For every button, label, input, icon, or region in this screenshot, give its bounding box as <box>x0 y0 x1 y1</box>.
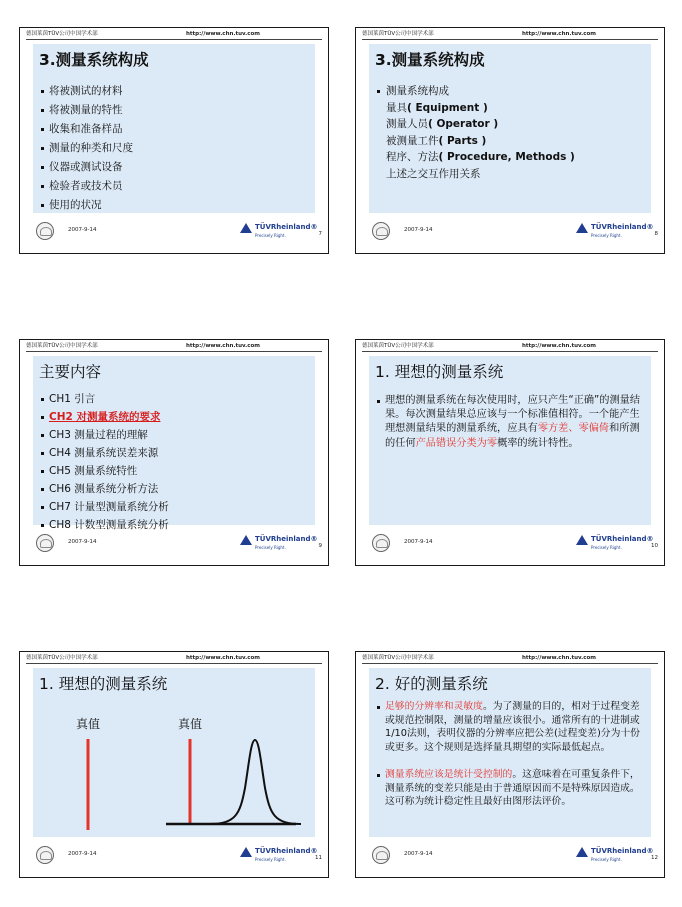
tuv-logo <box>240 533 318 553</box>
tuv-triangle-icon <box>576 223 588 233</box>
footer-date: 2007-9-14 <box>404 227 433 233</box>
highlight-text: 零方差、零偏倚 <box>537 423 610 435</box>
list-item <box>377 166 647 183</box>
item-en: ( Operator ) <box>428 118 499 130</box>
highlight-text: 产品错误分类为零 <box>415 437 498 449</box>
tuv-brand: TÜVRheinland® <box>255 847 318 855</box>
slide-footer <box>362 221 658 247</box>
page-number: 10 <box>651 543 658 549</box>
slide-9 <box>19 339 329 566</box>
highlight-text: 测量系统应该是统计受控制的 <box>385 769 513 780</box>
page-number: 9 <box>318 543 322 549</box>
slide-content <box>369 668 651 837</box>
slide-footer <box>26 533 322 559</box>
slide-header <box>26 30 322 39</box>
item-cn: 程序、方法 <box>386 151 439 163</box>
slide-content <box>33 356 315 531</box>
page-number: 12 <box>651 855 658 861</box>
slide-footer <box>26 845 322 871</box>
item-cn: 量具 <box>386 101 407 114</box>
slide-header <box>26 342 322 351</box>
body-paragraph <box>377 768 647 809</box>
list-item <box>377 133 647 150</box>
seal-logo-icon <box>36 222 54 240</box>
item-cn: 上述之交互作用关系 <box>386 167 481 180</box>
bullet-list <box>41 82 311 215</box>
header-org: 德国莱茵TÜV公司中国学术部 <box>26 343 98 349</box>
list-item <box>377 100 647 117</box>
seal-logo-icon <box>372 534 390 552</box>
slide-footer <box>26 221 322 247</box>
slide-content <box>369 356 651 525</box>
chapter-list <box>41 390 311 534</box>
tuv-logo <box>576 221 654 241</box>
seal-logo-icon <box>36 846 54 864</box>
seal-logo-icon <box>372 222 390 240</box>
header-url[interactable]: http://www.chn.tuv.com <box>522 31 597 37</box>
list-item[interactable]: CH3 测量过程的理解 <box>41 426 311 444</box>
list-item: 使用的状况 <box>41 196 311 215</box>
slide-7 <box>19 27 329 254</box>
footer-date: 2007-9-14 <box>68 539 97 545</box>
tuv-triangle-icon <box>240 223 252 233</box>
header-divider <box>362 351 658 352</box>
true-value-label-right: 真值 <box>178 717 203 731</box>
header-divider <box>26 351 322 352</box>
header-divider <box>362 663 658 664</box>
bullet-marker <box>377 706 380 709</box>
seal-logo-icon <box>372 846 390 864</box>
paragraph-text <box>377 394 647 451</box>
slide-footer <box>362 533 658 559</box>
slide-content <box>33 44 315 213</box>
item-cn: 被测量工件 <box>386 134 439 147</box>
text-run: 。为了测量的目的，相对于过程变差或规范控制限，测量的增量应该很小。通常所有的十进制或1/10法则，表明仪器的分辨率应把公差(过程变差)分为十份或更多。这个规则是选择量具期望的实际最低起点。 <box>385 701 640 753</box>
slide-title: 3.测量系统构成 <box>375 51 485 69</box>
list-item[interactable]: CH5 测量系统特性 <box>41 462 311 480</box>
seal-logo-icon <box>36 534 54 552</box>
list-item: 将被测试的材料 <box>41 82 311 101</box>
slide-footer <box>362 845 658 871</box>
header-divider <box>26 39 322 40</box>
item-en: ( Parts ) <box>438 134 487 147</box>
slide-header <box>26 654 322 663</box>
tuv-brand: TÜVRheinland® <box>255 223 318 231</box>
tuv-triangle-icon <box>576 847 588 857</box>
true-value-diagram <box>33 668 317 839</box>
page-number: 7 <box>318 231 322 237</box>
list-item-current[interactable]: CH2 对测量系统的要求 <box>41 408 311 426</box>
footer-date: 2007-9-14 <box>68 851 97 857</box>
text-run: 概率的统计特性。 <box>497 437 579 449</box>
footer-date: 2007-9-14 <box>404 851 433 857</box>
tuv-tagline: Precisely Right. <box>591 857 622 862</box>
tuv-tagline: Precisely Right. <box>255 545 286 550</box>
list-lead: 测量系统构成 <box>377 83 647 100</box>
tuv-tagline: Precisely Right. <box>591 233 622 238</box>
item-cn: 测量人员 <box>386 118 428 130</box>
header-org: 德国莱茵TÜV公司中国学术部 <box>362 655 434 661</box>
header-org: 德国莱茵TÜV公司中国学术部 <box>362 31 434 37</box>
header-url[interactable]: http://www.chn.tuv.com <box>522 655 597 661</box>
tuv-brand: TÜVRheinland® <box>591 223 654 231</box>
tuv-tagline: Precisely Right. <box>255 233 286 238</box>
bullet-marker <box>377 774 380 777</box>
slide-title: 1. 理想的测量系统 <box>375 363 504 381</box>
item-en: ( Procedure, Methods ) <box>438 151 575 163</box>
slide-title: 2. 好的测量系统 <box>375 675 488 693</box>
slide-header <box>362 342 658 351</box>
header-url[interactable]: http://www.chn.tuv.com <box>186 343 261 349</box>
tuv-logo <box>240 221 318 241</box>
list-item <box>377 149 647 166</box>
bullet-marker <box>377 400 380 403</box>
page-number: 8 <box>654 231 658 237</box>
tuv-logo <box>576 533 654 553</box>
list-item: 检验者或技术员 <box>41 177 311 196</box>
tuv-tagline: Precisely Right. <box>591 545 622 550</box>
text-run: 理想的测量系统在每次使用时，应只产生“正确”的测量结果。每次测量结果总应该与一个标准值相符。一个能产生理想测量结果的测量系统，应具有 <box>385 395 641 435</box>
slide-10 <box>355 339 665 566</box>
list-item <box>377 116 647 133</box>
header-url[interactable]: http://www.chn.tuv.com <box>186 655 261 661</box>
tuv-triangle-icon <box>576 535 588 545</box>
slide-12 <box>355 651 665 878</box>
list-item[interactable]: CH1 引言 <box>41 390 311 408</box>
tuv-triangle-icon <box>240 847 252 857</box>
tuv-brand: TÜVRheinland® <box>255 535 318 543</box>
tuv-tagline: Precisely Right. <box>255 857 286 862</box>
tuv-brand: TÜVRheinland® <box>591 847 654 855</box>
header-org: 德国莱茵TÜV公司中国学术部 <box>362 343 434 349</box>
list-item: 将被测量的特性 <box>41 101 311 120</box>
component-list <box>377 83 647 182</box>
list-item: 收集和准备样品 <box>41 120 311 139</box>
list-item[interactable]: CH4 测量系统误差来源 <box>41 444 311 462</box>
item-en: ( Equipment ) <box>407 101 488 114</box>
slide-content <box>369 44 651 213</box>
header-org: 德国莱茵TÜV公司中国学术部 <box>26 31 98 37</box>
tuv-brand: TÜVRheinland® <box>591 535 654 543</box>
body-paragraph <box>377 700 647 754</box>
true-value-label-left: 真值 <box>76 717 101 731</box>
header-divider <box>26 663 322 664</box>
header-org: 德国莱茵TÜV公司中国学术部 <box>26 655 98 661</box>
slide-title: 3.测量系统构成 <box>39 51 149 69</box>
body-paragraph <box>377 394 647 451</box>
header-url[interactable]: http://www.chn.tuv.com <box>522 343 597 349</box>
paragraph-text <box>377 700 647 754</box>
header-url[interactable]: http://www.chn.tuv.com <box>186 31 261 37</box>
list-item[interactable]: CH8 计数型测量系统分析 <box>41 516 311 534</box>
page-number: 11 <box>315 855 322 861</box>
slide-header <box>362 654 658 663</box>
tuv-logo <box>240 845 318 865</box>
text-run: 和所测的任何 <box>385 423 640 449</box>
slide-8 <box>355 27 665 254</box>
text-run: 。这意味着在可重复条件下，测量系统的变差只能是由于普通原因而不是特殊原因造成。这可称为统计稳定性且最好由图形法评价。 <box>385 769 640 808</box>
highlight-text: 足够的分辨率和灵敏度 <box>385 701 483 712</box>
list-item[interactable]: CH6 测量系统分析方法 <box>41 480 311 498</box>
list-item[interactable]: CH7 计量型测量系统分析 <box>41 498 311 516</box>
slide-header <box>362 30 658 39</box>
footer-date: 2007-9-14 <box>404 539 433 545</box>
slide-title: 1. 理想的测量系统 <box>39 675 168 693</box>
distribution-curve <box>209 740 301 824</box>
list-item: 仪器或测试设备 <box>41 158 311 177</box>
tuv-logo <box>576 845 654 865</box>
header-divider <box>362 39 658 40</box>
tuv-triangle-icon <box>240 535 252 545</box>
paragraph-text <box>377 768 647 809</box>
slide-content <box>33 668 315 837</box>
list-item: 测量的种类和尺度 <box>41 139 311 158</box>
footer-date: 2007-9-14 <box>68 227 97 233</box>
slide-11 <box>19 651 329 878</box>
slide-title: 主要内容 <box>39 363 102 381</box>
